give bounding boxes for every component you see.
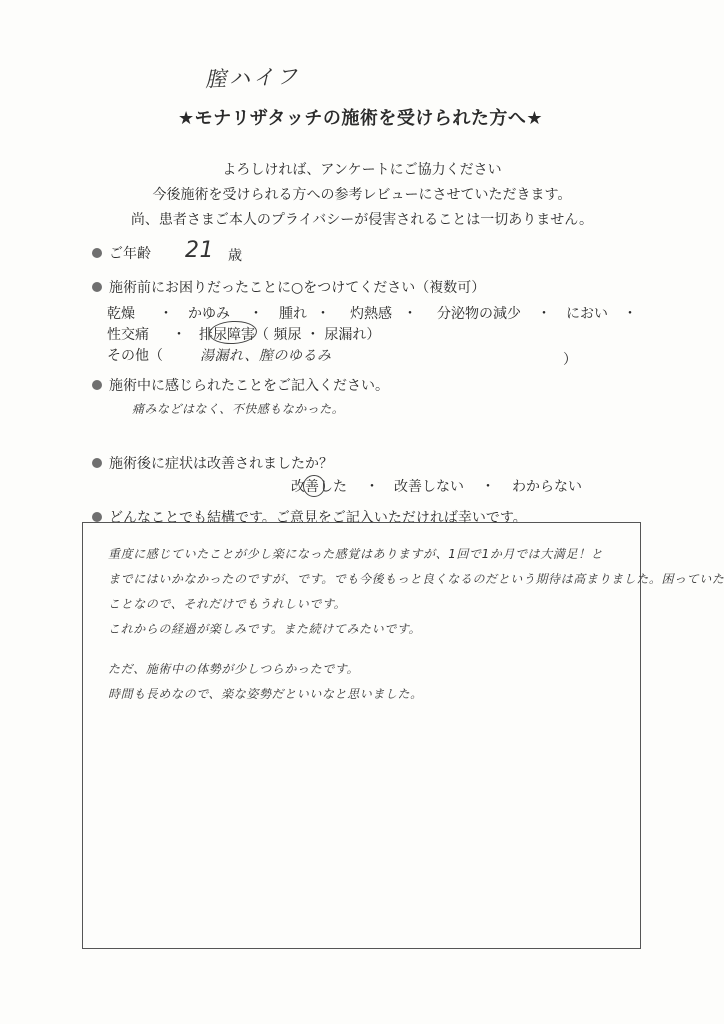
- after-option-improved[interactable]: 改善した: [291, 479, 347, 495]
- age-bullet-icon: [92, 248, 102, 258]
- comments-prompt: どんなことでも結構です。ご意見をご記入いただければ幸いです。: [109, 510, 527, 526]
- symptom-option[interactable]: 乾燥: [107, 306, 135, 322]
- comment-line: までにはいかなかったのですが、です。でも今後もっと良くなるのだという期待は高まりました。困っていた: [108, 572, 724, 586]
- other-label: その他（: [107, 348, 163, 364]
- intro-line-3: 尚、患者さまご本人のプライバシーが侵害されることは一切ありません。: [130, 212, 594, 228]
- after-bullet-icon: [92, 458, 102, 468]
- after-option-unknown[interactable]: わからない: [512, 479, 582, 495]
- before-bullet-icon: [92, 282, 102, 292]
- comment-line: ただ、施術中の体勢が少しつらかったです。: [108, 662, 360, 676]
- during-bullet-icon: [92, 380, 102, 390]
- other-answer[interactable]: 湯漏れ、膣のゆるみ: [200, 348, 332, 364]
- comment-line: ことなので、それだけでもうれしいです。: [108, 597, 347, 611]
- symptom-option[interactable]: 分泌物の減少: [437, 306, 521, 322]
- comment-line: 重度に感じていたことが少し楽になった感覚はありますが、1回で1か月では大満足！と: [108, 547, 604, 561]
- page-title: ★モナリザタッチの施術を受けられた方へ★: [178, 108, 544, 129]
- comments-bullet-icon: [92, 512, 102, 522]
- intro-line-1: よろしければ、アンケートにご協力ください: [222, 162, 502, 178]
- symptom-option[interactable]: かゆみ: [188, 306, 230, 322]
- symptom-option[interactable]: 腫れ: [279, 306, 307, 322]
- comment-line: これからの経過が楽しみです。また続けてみたいです。: [108, 622, 422, 636]
- age-unit: 歳: [228, 248, 242, 264]
- intro-line-2: 今後施術を受けられる方への参考レビューにさせていただきます。: [152, 187, 572, 203]
- during-answer[interactable]: 痛みなどはなく、不快感もなかった。: [132, 402, 345, 416]
- comment-line: 時間も長めなので、楽な姿勢だといいなと思いました。: [108, 687, 423, 701]
- during-question: 施術中に感じられたことをご記入ください。: [109, 378, 389, 394]
- before-question: 施術前にお困りだったことに○をつけてください（複数可）: [109, 280, 486, 296]
- after-option-not-improved[interactable]: 改善しない: [394, 479, 464, 495]
- other-close: ）: [563, 352, 577, 368]
- symptom-option[interactable]: におい: [566, 306, 608, 322]
- after-question: 施術後に症状は改善されましたか？: [109, 456, 333, 472]
- handwritten-treatment-note: 膣ハイフ: [204, 64, 301, 92]
- symptom-option[interactable]: 灼熱感: [350, 306, 392, 322]
- selected-circle-mark-icon: [303, 475, 325, 497]
- symptom-option[interactable]: 排尿障害（ 頻尿 ・ 尿漏れ）: [199, 327, 381, 343]
- comments-box[interactable]: [82, 522, 724, 949]
- age-label: ご年齢: [109, 246, 151, 262]
- age-value[interactable]: 21: [185, 238, 214, 263]
- symptom-option[interactable]: 性交痛: [107, 327, 149, 343]
